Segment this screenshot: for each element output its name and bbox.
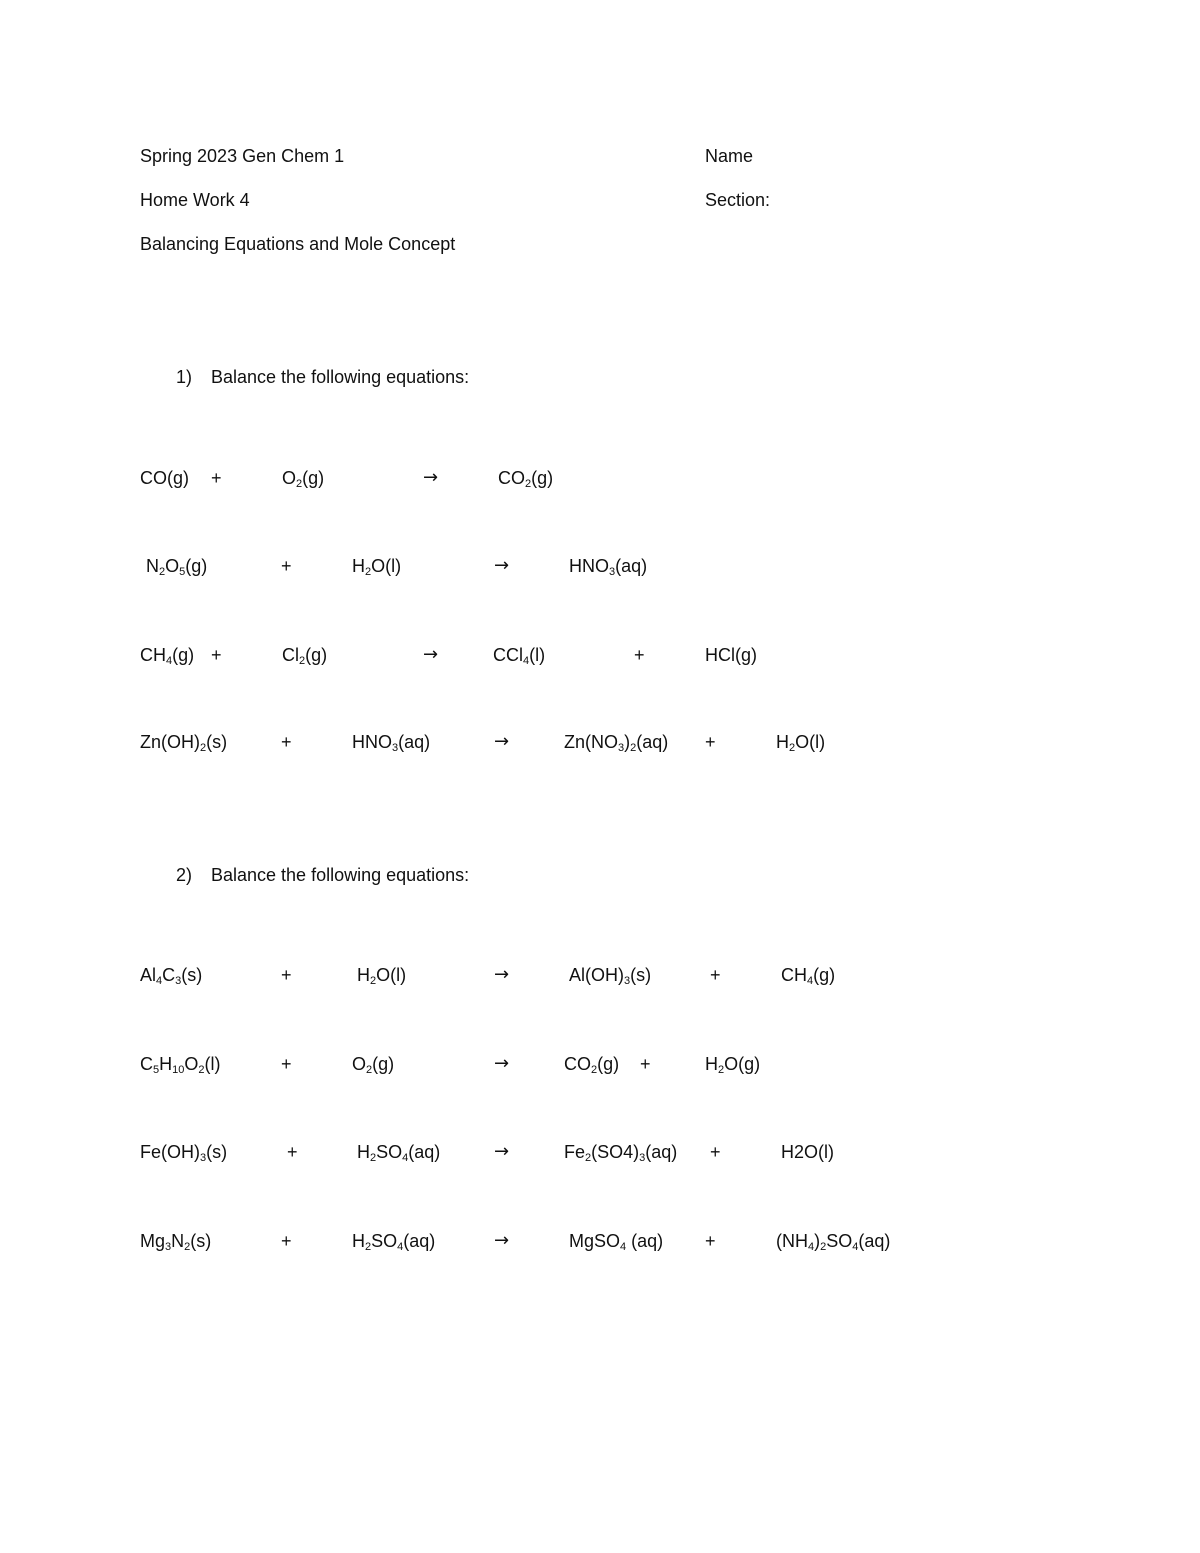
reaction-arrow: → <box>423 467 439 488</box>
assignment-title: Home Work 4 <box>140 190 250 210</box>
product: $CO_2(g)$ <box>564 1054 620 1076</box>
reaction-arrow: → <box>494 1141 510 1162</box>
plus-sign: + <box>281 1054 292 1074</box>
plus-sign: + <box>281 556 292 576</box>
plus-sign: + <box>281 1231 292 1251</box>
plus-sign: + <box>281 732 292 752</box>
reactant: CO(g) <box>140 468 189 488</box>
name-label: Name <box>705 146 754 166</box>
product: $H_2O(g)$ <box>705 1054 761 1076</box>
reactant: $HNO_3(aq)$ <box>352 732 431 754</box>
question-1-number: 1) <box>176 367 193 387</box>
plus-sign: + <box>640 1054 651 1074</box>
product: $HNO_3(aq)$ <box>569 556 648 578</box>
question-1-prompt: Balance the following equations: <box>211 367 470 387</box>
reaction-arrow: → <box>423 644 439 665</box>
plus-sign: + <box>710 1142 721 1162</box>
product: $Zn(NO_3)_2(aq)$ <box>564 732 669 754</box>
section-label: Section: <box>705 190 771 210</box>
product: $Al(OH)_3(s)$ <box>569 965 652 987</box>
reactant: $Fe(OH)_3(s)$ <box>140 1142 228 1164</box>
plus-sign: + <box>705 1231 716 1251</box>
product: H2O(l) <box>781 1142 834 1162</box>
question-2-number: 2) <box>176 865 193 885</box>
plus-sign: + <box>281 965 292 985</box>
product: $(NH_4)_2SO_4(aq)$ <box>776 1231 891 1253</box>
plus-sign: + <box>287 1142 298 1162</box>
product: $Fe_2(SO4)_3(aq)$ <box>564 1142 678 1164</box>
plus-sign: + <box>710 965 721 985</box>
product: $CH_4(g)$ <box>781 965 836 987</box>
product: CCl$_4$(l) <box>493 645 546 667</box>
course-title: Spring 2023 Gen Chem 1 <box>140 146 345 166</box>
reactant: $C_5H_{10}O_2(l)$ <box>140 1054 221 1076</box>
reaction-arrow: → <box>494 731 510 752</box>
reactant: $Zn(OH)_2(s)$ <box>140 732 228 754</box>
product: $H_2O(l)$ <box>776 732 826 754</box>
reactant: $Mg_3N_2(s)$ <box>140 1231 212 1253</box>
plus-sign: + <box>211 468 222 488</box>
reactant: $H_2O(l)$ <box>352 556 402 578</box>
reaction-arrow: → <box>494 1230 510 1251</box>
reactant: $N_2O_5(g)$ <box>146 556 208 578</box>
plus-sign: + <box>634 645 645 665</box>
reactant: $CH_4(g)$ <box>140 645 195 667</box>
topic-title: Balancing Equations and Mole Concept <box>140 234 456 254</box>
product: HCl(g) <box>705 645 757 665</box>
plus-sign: + <box>705 732 716 752</box>
reaction-arrow: → <box>494 555 510 576</box>
plus-sign: + <box>211 645 222 665</box>
reactant: $O_2(g)$ <box>282 468 325 490</box>
reactant: $Al_4C_3(s)$ <box>140 965 203 987</box>
product: MgSO$_4$ (aq) <box>569 1231 664 1253</box>
reaction-arrow: → <box>494 964 510 985</box>
reactant: $H_2O(l)$ <box>357 965 407 987</box>
reaction-arrow: → <box>494 1053 510 1074</box>
product: $CO_2(g)$ <box>498 468 554 490</box>
question-2-prompt: Balance the following equations: <box>211 865 470 885</box>
reactant: $Cl_2(g)$ <box>282 645 328 667</box>
reactant: $H_2SO_4(aq)$ <box>352 1231 436 1253</box>
reactant: $H_2SO_4(aq)$ <box>357 1142 441 1164</box>
reactant: $O_2(g)$ <box>352 1054 395 1076</box>
